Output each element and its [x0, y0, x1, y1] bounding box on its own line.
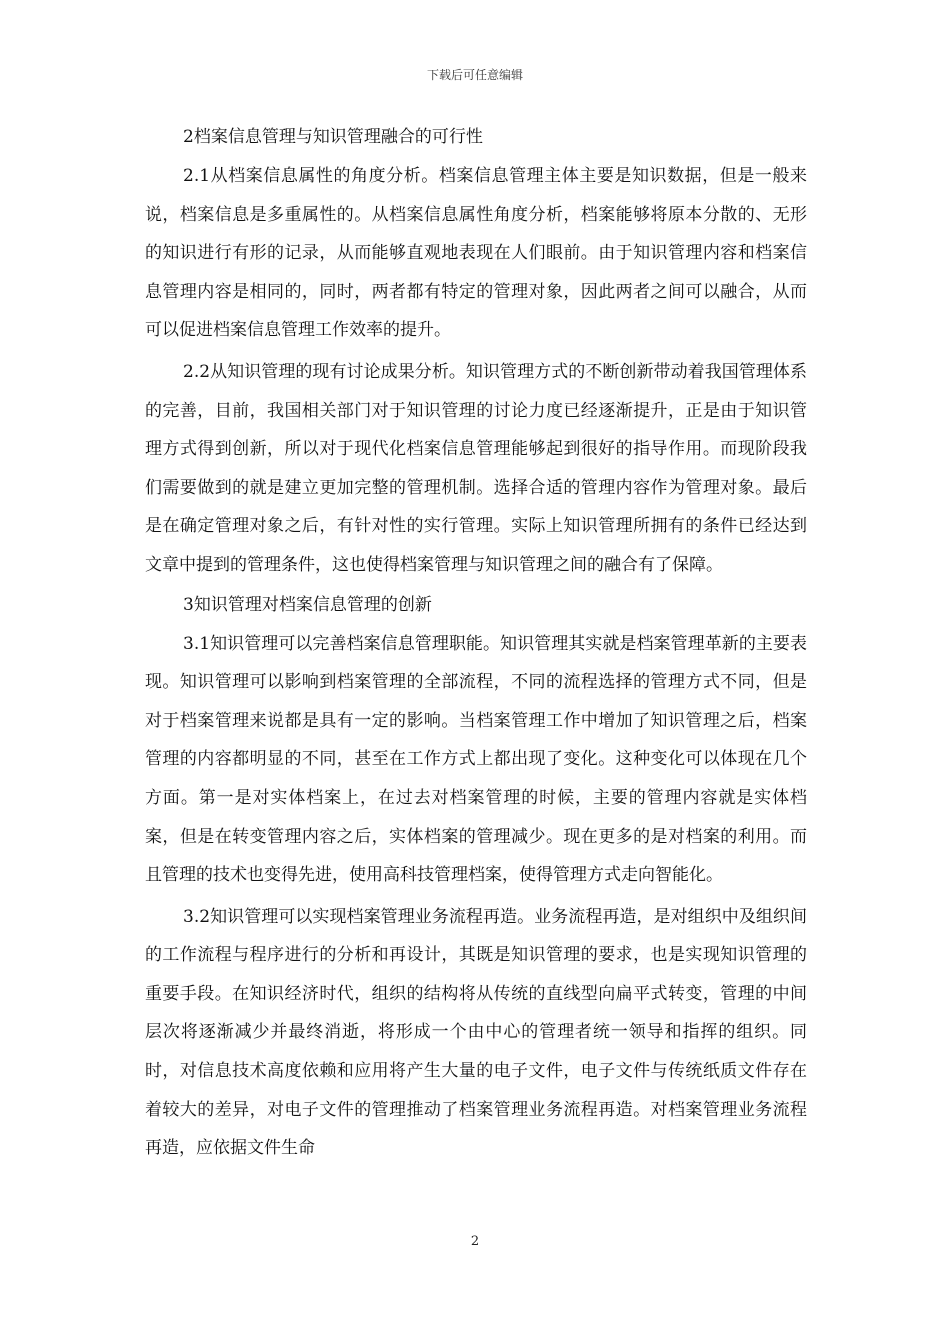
document-body	[145, 120, 807, 1171]
section-heading-3: 3知识管理对档案信息管理的创新	[183, 594, 432, 615]
section-heading-2: 2档案信息管理与知识管理融合的可行性	[183, 127, 483, 147]
paragraph-3-2: 3.2知识管理可以实现档案管理业务流程再造。业务流程再造，是对组织中及组织间的工作流程与程序进行的分析和再设计，其既是知识管理的要求，也是实现知识管理的重要手段。在知识经济时代，组织的结构将从传统的直线型向扁平式转变，管理的中间层次将逐渐减少并最终消逝，将形成一个由中心的管理者统一领导和指挥的组织。同时，对信息技术高度依赖和应用将产生大量的电子文件，电子文件与传统纸质文件存在着较大的差异，对电子文件的管理推动了档案管理业务流程再造。对档案管理业务流程再造，应依据文件生命	[145, 906, 807, 1159]
paragraph-3-1: 3.1知识管理可以完善档案信息管理职能。知识管理其实就是档案管理革新的主要表现。知识管理可以影响到档案管理的全部流程，不同的流程选择的管理方式不同，但是对于档案管理来说都是具有一定的影响。当档案管理工作中增加了知识管理之后，档案管理的内容都明显的不同，甚至在工作方式上都出现了变化。这种变化可以体现在几个方面。第一是对实体档案上，在过去对档案管理的时候，主要的管理内容就是实体档案，但是在转变管理内容之后，实体档案的管理减少。现在更多的是对档案的利用。而且管理的技术也变得先进，使用高科技管理档案，使得管理方式走向智能化。	[145, 633, 807, 886]
page-header: 下载后可任意编辑	[426, 68, 523, 82]
page-number: 2	[470, 1234, 480, 1249]
paragraph-2-1: 2.1从档案信息属性的角度分析。档案信息管理主体主要是知识数据，但是一般来说，档案信息是多重属性的。从档案信息属性角度分析，档案能够将原本分散的、无形的知识进行有形的记录，从而能够直观地表现在人们眼前。由于知识管理内容和档案信息管理内容是相同的，同时，两者都有特定的管理对象，因此两者之间可以融合，从而可以促进档案信息管理工作效率的提升。	[145, 166, 807, 341]
paragraph-2-2: 2.2从知识管理的现有讨论成果分析。知识管理方式的不断创新带动着我国管理体系的完善，目前，我国相关部门对于知识管理的讨论力度已经逐渐提升，正是由于知识管理方式得到创新，所以对于现代化档案信息管理能够起到很好的指导作用。而现阶段我们需要做到的就是建立更加完整的管理机制。选择合适的管理内容作为管理对象。最后是在确定管理对象之后，有针对性的实行管理。实际上知识管理所拥有的条件已经达到文章中提到的管理条件，这也使得档案管理与知识管理之间的融合有了保障。	[145, 361, 807, 575]
